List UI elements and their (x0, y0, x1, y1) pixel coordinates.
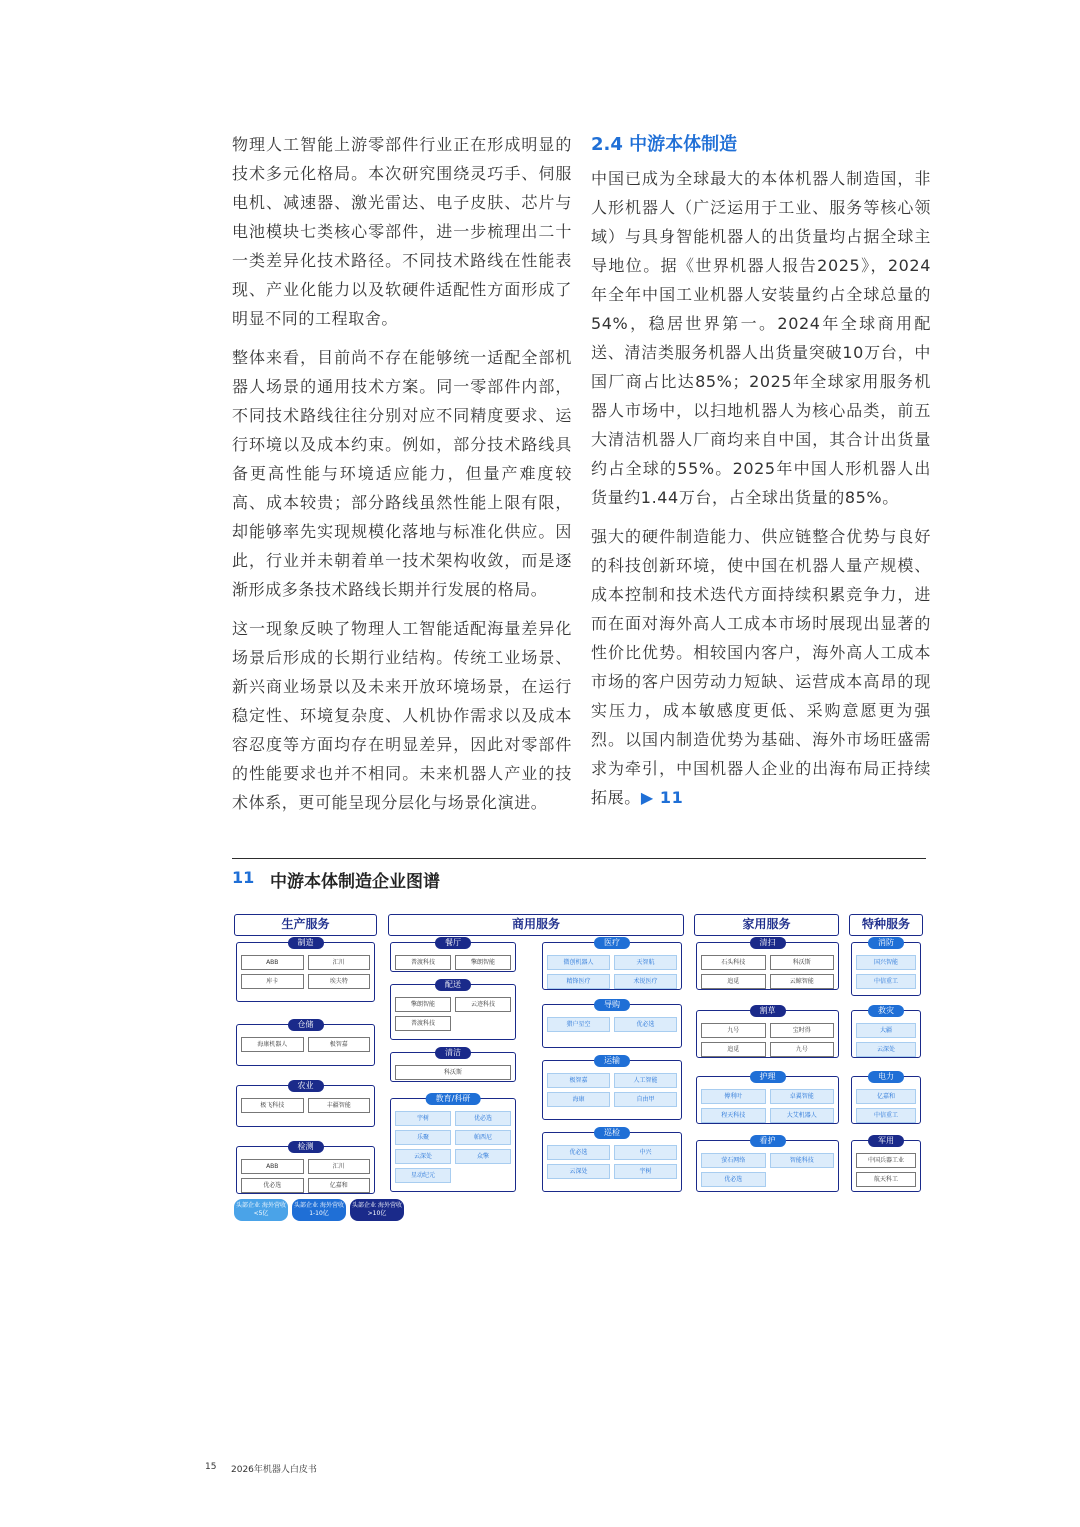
company-chip: 极智嘉 (308, 1037, 371, 1052)
group-box (851, 1136, 921, 1192)
category-special: 特种服务 (849, 914, 923, 936)
group-box (696, 1136, 839, 1192)
group-label: 教育/科研 (426, 1093, 481, 1105)
group-label: 巡检 (594, 1127, 630, 1139)
company-chip: 石头科技 (701, 955, 766, 970)
company-chip: 库卡 (241, 974, 304, 989)
paragraph: 中国已成为全球最大的本体机器人制造国，非人形机器人（广泛运用于工业、服务等核心领域）与具身智能机器人的出货量均占据全球主导地位。据《世界机器人报告2025》，2024年全年中国工业机器人安装量约占全球总量的54%，稳居世界第一。2024年全球商用配送、清洁类服务机器人出货量突破10万台，中国厂商占比达85%；2025年全球家用服务机器人市场中，以扫地机器人为核心品类，前五大清洁机器人厂商均来自中国，其合计出货量约占全球的55%。2025年中国人形机器人出货量约1.44万台，占全球出货量的85%。 (591, 169, 931, 507)
company-chip: 追觅 (701, 1042, 766, 1057)
company-chip: 宝时得 (770, 1023, 835, 1038)
footer-title: 2026年机器人白皮书 (231, 1465, 317, 1475)
group-label: 医疗 (594, 937, 630, 949)
company-chip: 普渡科技 (395, 955, 451, 970)
figure-title: 中游本体制造企业图谱 (270, 872, 440, 892)
company-chip: 擎朗智能 (395, 997, 451, 1012)
company-chip: ABB (241, 1159, 304, 1174)
group-label: 运输 (594, 1055, 630, 1067)
category-production: 生产服务 (234, 914, 377, 936)
right-column (591, 130, 931, 822)
group-box (542, 938, 682, 990)
company-chip: 云深处 (856, 1042, 916, 1057)
company-chip: 云深处 (547, 1164, 610, 1179)
group-box (236, 1081, 375, 1127)
company-chip: 极飞科技 (241, 1098, 304, 1113)
company-chip: 术锐医疗 (614, 974, 677, 989)
group-box (851, 938, 921, 996)
group-label: 清扫 (750, 937, 786, 949)
paragraph: 物理人工智能上游零部件行业正在形成明显的技术多元化格局。本次研究围绕灵巧手、伺服电机、减速器、激光雷达、电子皮肤、芯片与电池模块七类核心零部件，进一步梳理出二十一类差异化技术路径。不同技术路线在性能表现、产业化能力以及软硬件适配性方面形成了明显不同的工程取舍。 (232, 135, 572, 328)
company-chip: 众擎 (455, 1149, 511, 1164)
company-chip: 自由甲 (614, 1092, 677, 1107)
company-chip: 云鲸智能 (770, 974, 835, 989)
company-chip: 极智嘉 (547, 1073, 610, 1088)
company-chip: 科沃斯 (395, 1065, 511, 1080)
company-chip: 云深处 (395, 1149, 451, 1164)
page-number: 15 (205, 1462, 217, 1472)
group-label: 农业 (288, 1080, 324, 1092)
group-box (542, 1000, 682, 1048)
group-label: 护理 (750, 1071, 786, 1083)
company-chip: 海康 (547, 1092, 610, 1107)
group-label: 消防 (868, 937, 904, 949)
company-chip: 优必选 (547, 1145, 610, 1160)
company-chip: 中信重工 (856, 1108, 916, 1123)
group-box (696, 1006, 839, 1058)
group-label: 割草 (750, 1005, 786, 1017)
group-box (390, 980, 516, 1040)
group-box (696, 1072, 839, 1124)
company-chip: 乐聚 (395, 1130, 451, 1145)
group-box (236, 1142, 375, 1194)
legend-item: 头部企业 海外营收>10亿 (350, 1199, 404, 1221)
group-box (236, 1020, 375, 1066)
company-chip: 九号 (770, 1042, 835, 1057)
group-label: 电力 (868, 1071, 904, 1083)
company-chip: 卓翼智能 (770, 1089, 835, 1104)
group-box (390, 1048, 516, 1082)
figure-number: 11 (232, 868, 255, 887)
company-chip: 航天科工 (856, 1172, 916, 1187)
group-label: 军用 (868, 1135, 904, 1147)
group-box (851, 1072, 921, 1124)
company-chip: 星动纪元 (395, 1168, 451, 1183)
paragraph: 这一现象反映了物理人工智能适配海量差异化场景后形成的长期行业结构。传统工业场景、新兴商业场景以及未来开放环境场景，在运行稳定性、环境复杂度、人机协作需求以及成本容忍度等方面均存在明显差异，因此对零部件的性能要求也并不相同。未来机器人产业的技术体系，更可能呈现分层化与场景化演进。 (232, 619, 572, 812)
company-chip: 猎户星空 (547, 1017, 610, 1032)
section-title: 2.4 中游本体制造 (591, 134, 738, 155)
company-chip: 天智航 (614, 955, 677, 970)
group-box (390, 1094, 516, 1192)
company-chip: 程天科技 (701, 1108, 766, 1123)
paragraph-text: 强大的硬件制造能力、供应链整合优势与良好的科技创新环境，使中国在机器人量产规模、成本控制和技术迭代方面持续积累竞争力，进而在面对海外高人工成本市场时展现出显著的性价比优势。相较国内客户，海外高人工成本市场的客户因劳动力短缺、运营成本高昂的现实压力，成本敏感度更低、采购意愿更为强烈。以国内制造优势为基础、海外市场旺盛需求为牵引，中国机器人企业的出海布局正持续拓展。 (591, 527, 931, 807)
group-box (851, 1006, 921, 1058)
group-label: 检测 (288, 1141, 324, 1153)
company-chip: 汇川 (308, 955, 371, 970)
left-column (232, 130, 572, 827)
category-home: 家用服务 (694, 914, 839, 936)
company-chip: ABB (241, 955, 304, 970)
company-chip: 科沃斯 (770, 955, 835, 970)
company-chip: 汇川 (308, 1159, 371, 1174)
group-label: 仓储 (288, 1019, 324, 1031)
company-chip: 云迹科技 (455, 997, 511, 1012)
company-chip: 优必选 (701, 1172, 766, 1187)
company-chip: 宇树 (395, 1111, 451, 1126)
company-chip: 智能科技 (770, 1153, 835, 1168)
group-box (542, 1056, 682, 1120)
company-chip: 大疆 (856, 1023, 916, 1038)
paragraph: 整体来看，目前尚不存在能够统一适配全部机器人场景的通用技术方案。同一零部件内部，不同技术路线往往分别对应不同精度要求、运行环境以及成本约束。例如，部分技术路线具备更高性能与环境适应能力，但量产难度较高、成本较贵；部分路线虽然性能上限有限，却能够率先实现规模化落地与标准化供应。因此，行业并未朝着单一技术架构收敛，而是逐渐形成多条技术路线长期并行发展的格局。 (232, 348, 572, 599)
company-chip: 中兴 (614, 1145, 677, 1160)
group-label: 救灾 (868, 1005, 904, 1017)
legend-item: 头部企业 海外营收<5亿 (234, 1199, 288, 1221)
company-chip: 普渡科技 (395, 1016, 451, 1031)
group-label: 配送 (435, 979, 471, 991)
group-label: 制造 (288, 937, 324, 949)
legend-item: 头部企业 海外营收1-10亿 (292, 1199, 346, 1221)
paragraph (591, 522, 931, 812)
figure-reference[interactable]: ▶ 11 (640, 788, 684, 807)
company-chip: 中信重工 (856, 974, 916, 989)
company-map (232, 910, 926, 1198)
company-chip: 精锋医疗 (547, 974, 610, 989)
group-box (542, 1128, 682, 1192)
company-chip: 亿嘉和 (308, 1178, 371, 1193)
company-chip: 擎朗智能 (455, 955, 511, 970)
company-chip: 微创机器人 (547, 955, 610, 970)
company-chip: 埃夫特 (308, 974, 371, 989)
group-label: 导购 (594, 999, 630, 1011)
figure-divider (232, 858, 926, 859)
company-chip: 丰疆智能 (308, 1098, 371, 1113)
company-chip: 傅利叶 (701, 1089, 766, 1104)
company-chip: 中国兵器工业 (856, 1153, 916, 1168)
company-chip: 亿嘉和 (856, 1089, 916, 1104)
company-chip: 萤石网络 (701, 1153, 766, 1168)
company-chip: 人工智能 (614, 1073, 677, 1088)
company-chip: 海康机器人 (241, 1037, 304, 1052)
company-chip: 优必选 (614, 1017, 677, 1032)
company-chip: 追觅 (701, 974, 766, 989)
group-box (696, 938, 839, 990)
company-chip: 优必选 (241, 1178, 304, 1193)
group-label: 看护 (750, 1135, 786, 1147)
group-label: 餐厅 (435, 937, 471, 949)
company-chip: 国兴智能 (856, 955, 916, 970)
group-box (236, 938, 375, 1002)
category-commercial: 商用服务 (388, 914, 684, 936)
company-chip: 优必选 (455, 1111, 511, 1126)
group-label: 清洁 (435, 1047, 471, 1059)
company-chip: 九号 (701, 1023, 766, 1038)
group-box (390, 938, 516, 972)
company-chip: 帕西尼 (455, 1130, 511, 1145)
company-chip: 宇树 (614, 1164, 677, 1179)
company-chip: 大艾机器人 (770, 1108, 835, 1123)
